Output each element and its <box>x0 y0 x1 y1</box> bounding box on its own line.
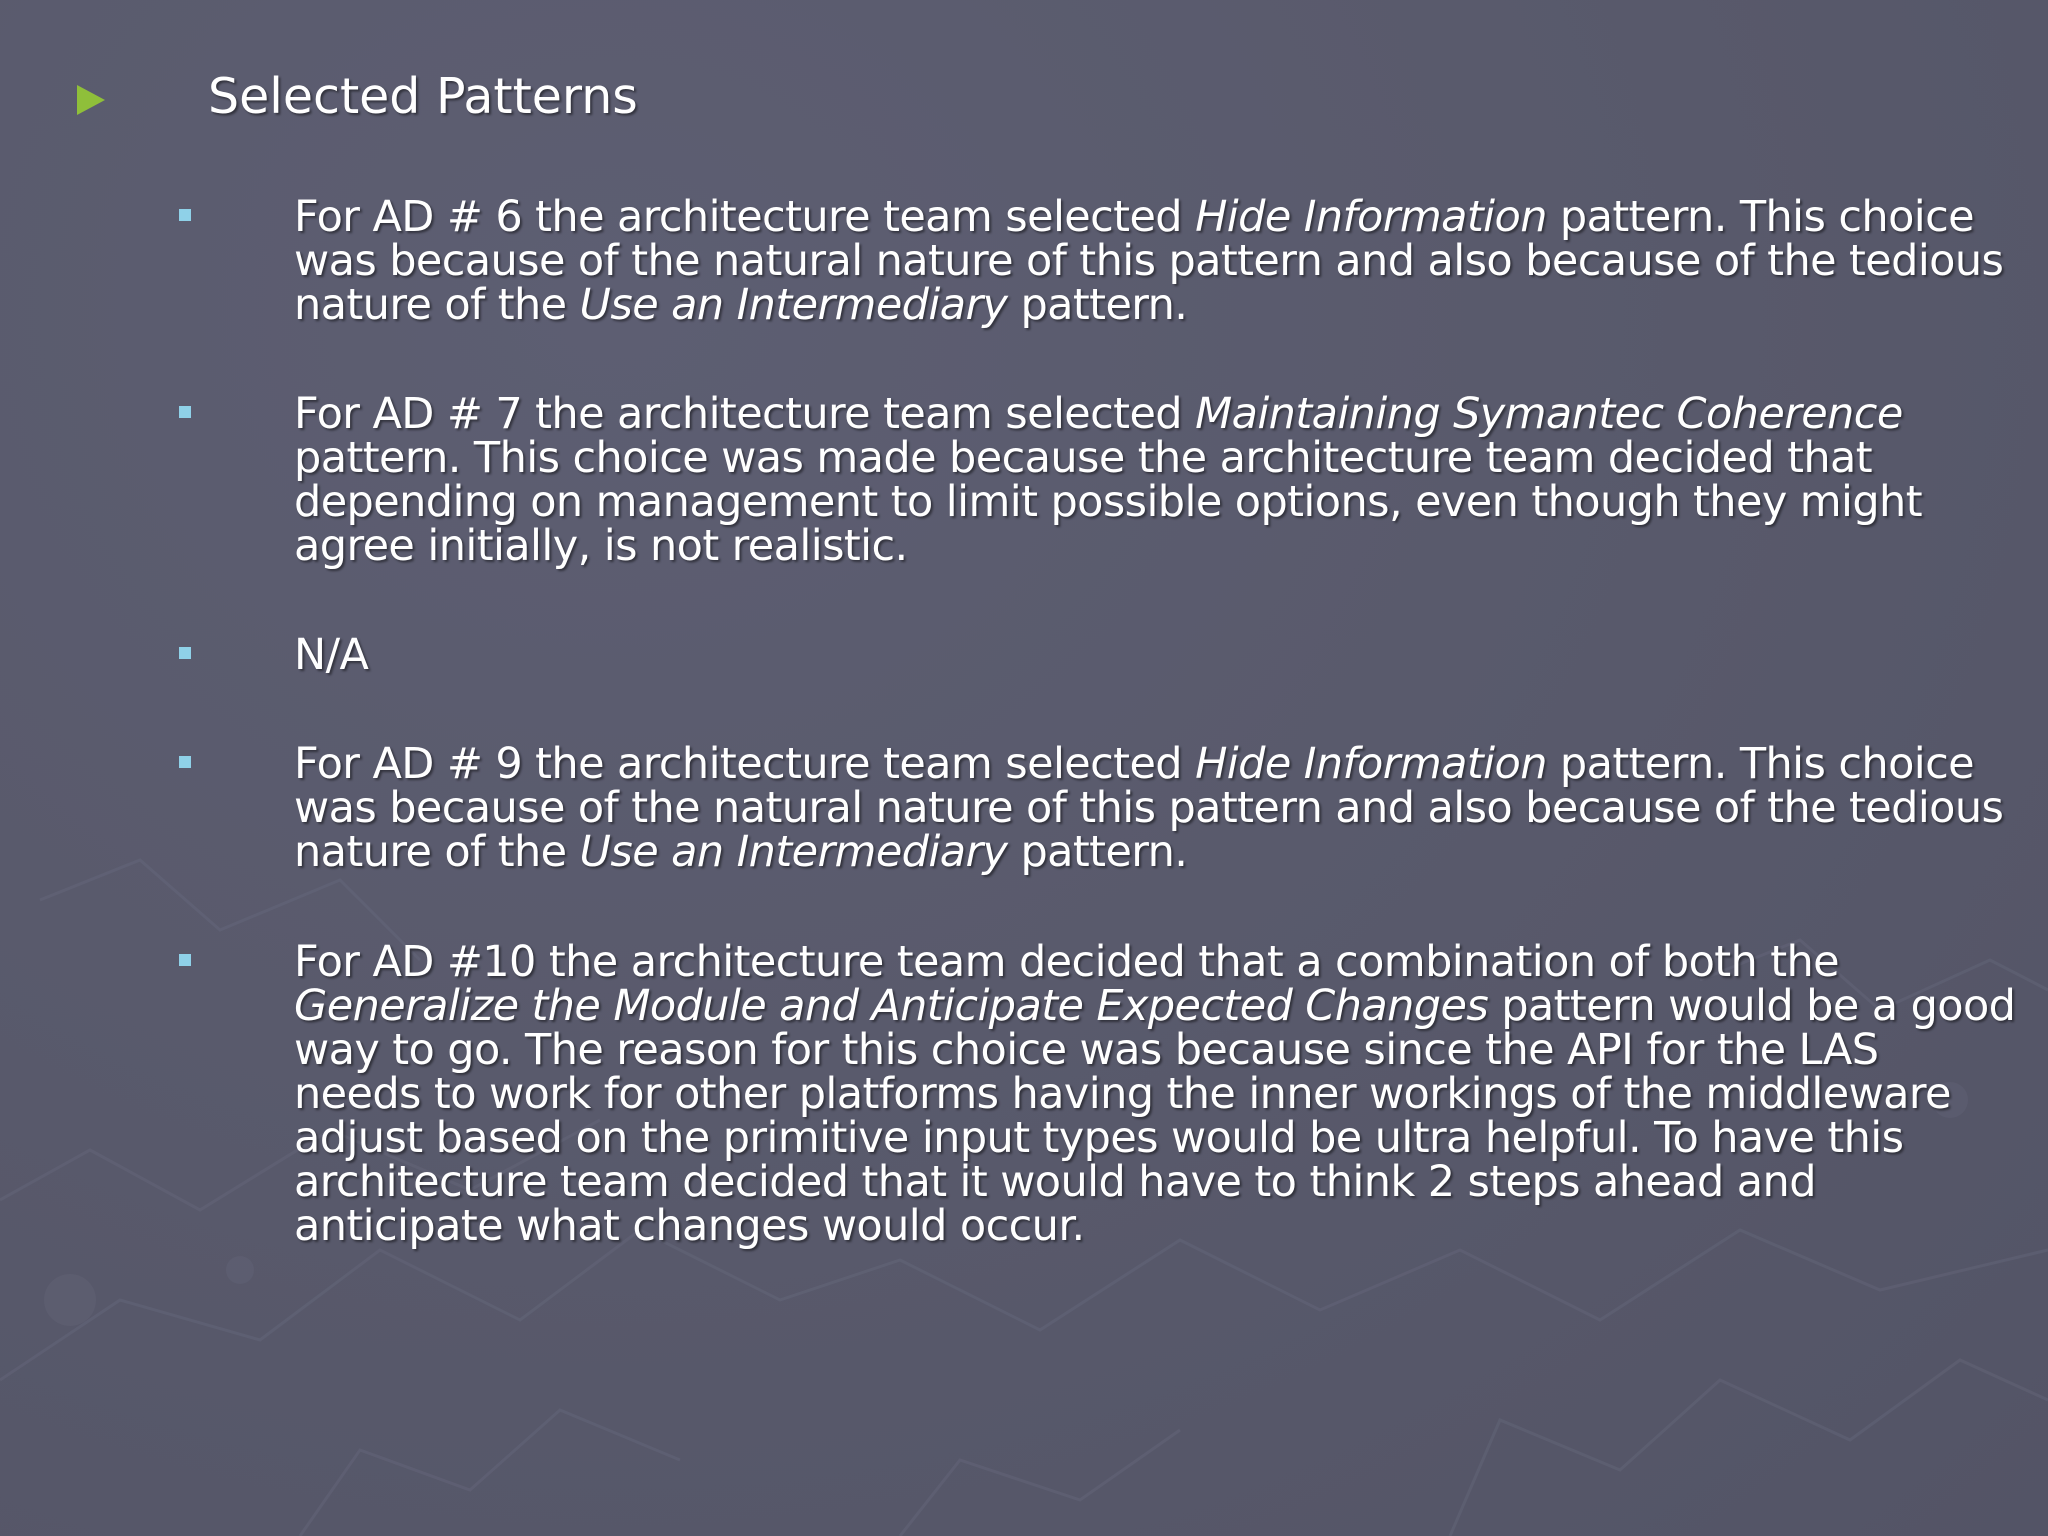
bullet-text-segment: way to go. The reason for this choice was because since the API for the LAS <box>294 1025 1879 1075</box>
pattern-name: Use an Intermediary <box>579 827 1008 877</box>
bullet-line <box>294 521 1994 571</box>
bullet-text-segment: pattern. This choice was made because the architecture team decided that <box>294 433 1873 483</box>
bullet-line <box>294 236 2004 286</box>
bullet-text-segment: pattern. <box>1007 280 1188 330</box>
bullet-line <box>294 1025 1994 1075</box>
bullet-text-segment: For AD # 9 the architecture team selected <box>294 739 1196 789</box>
bullet-line <box>294 1201 1994 1251</box>
pattern-name: Use an Intermediary <box>579 280 1008 330</box>
bullet-square-icon <box>179 756 191 768</box>
bullet-line <box>294 1069 1994 1119</box>
bullet-line <box>294 630 1994 680</box>
bullet-line <box>294 827 1994 877</box>
bullet-line <box>294 981 2016 1031</box>
pattern-name: Maintaining Symantec Coherence <box>1195 389 1903 439</box>
bullet-text-segment: depending on management to limit possible options, even though they might <box>294 477 1922 527</box>
bullet-line <box>294 739 1994 789</box>
slide-title-row <box>0 60 2048 140</box>
bullet-line <box>294 783 2004 833</box>
bullet-text-segment: architecture team decided that it would have to think 2 steps ahead and <box>294 1157 1816 1207</box>
pattern-name: Hide Information <box>1195 739 1547 789</box>
bullet-text-segment: nature of the <box>294 827 580 877</box>
bullet-square-icon <box>179 209 191 221</box>
bullet-text-segment: pattern. <box>1007 827 1188 877</box>
bullet-line <box>294 477 1994 527</box>
bullet-text-segment: needs to work for other platforms having the inner workings of the middleware <box>294 1069 1951 1119</box>
bullet-text-segment: nature of the <box>294 280 580 330</box>
bullet-line <box>294 192 1994 242</box>
bullet-text-segment: For AD # 7 the architecture team selected <box>294 389 1196 439</box>
bullet-text-segment: adjust based on the primitive input types would be ultra helpful. To have this <box>294 1113 1904 1163</box>
bullet-line <box>294 937 1994 987</box>
bullet-text-segment: pattern. This choice <box>1546 192 1975 242</box>
bullet-text <box>294 192 2004 330</box>
bullet-text-segment: N/A <box>294 630 369 680</box>
bullet-text-segment: anticipate what changes would occur. <box>294 1201 1085 1251</box>
bullet-text <box>294 739 2004 877</box>
bullet-text <box>294 937 2016 1251</box>
bullet-text-segment: For AD # 6 the architecture team selected <box>294 192 1196 242</box>
pattern-name: Generalize the Module and Anticipate Expected Changes <box>294 981 1489 1031</box>
bullet-square-icon <box>179 954 191 966</box>
bullet-line <box>294 1157 1994 1207</box>
bullet-square-icon <box>179 647 191 659</box>
bullet-text-segment: agree initially, is not realistic. <box>294 521 908 571</box>
bullet-text <box>294 389 1994 571</box>
bullet-square-icon <box>179 406 191 418</box>
bullet-line <box>294 280 1994 330</box>
bullet-text-segment: was because of the natural nature of this pattern and also because of the tedious <box>294 236 2004 286</box>
bullet-text <box>294 630 1994 680</box>
pattern-name: Hide Information <box>1195 192 1547 242</box>
bullet-line <box>294 433 1994 483</box>
bullet-text-segment: was because of the natural nature of this pattern and also because of the tedious <box>294 783 2004 833</box>
bullet-text-segment: pattern. This choice <box>1546 739 1975 789</box>
bullet-line <box>294 389 1994 439</box>
title-arrow-icon <box>77 85 105 115</box>
bullet-text-segment: pattern would be a good <box>1488 981 2016 1031</box>
bullet-line <box>294 1113 1994 1163</box>
slide-title: Selected Patterns <box>208 68 638 125</box>
bullet-text-segment: For AD #10 the architecture team decided that a combination of both the <box>294 937 1840 987</box>
